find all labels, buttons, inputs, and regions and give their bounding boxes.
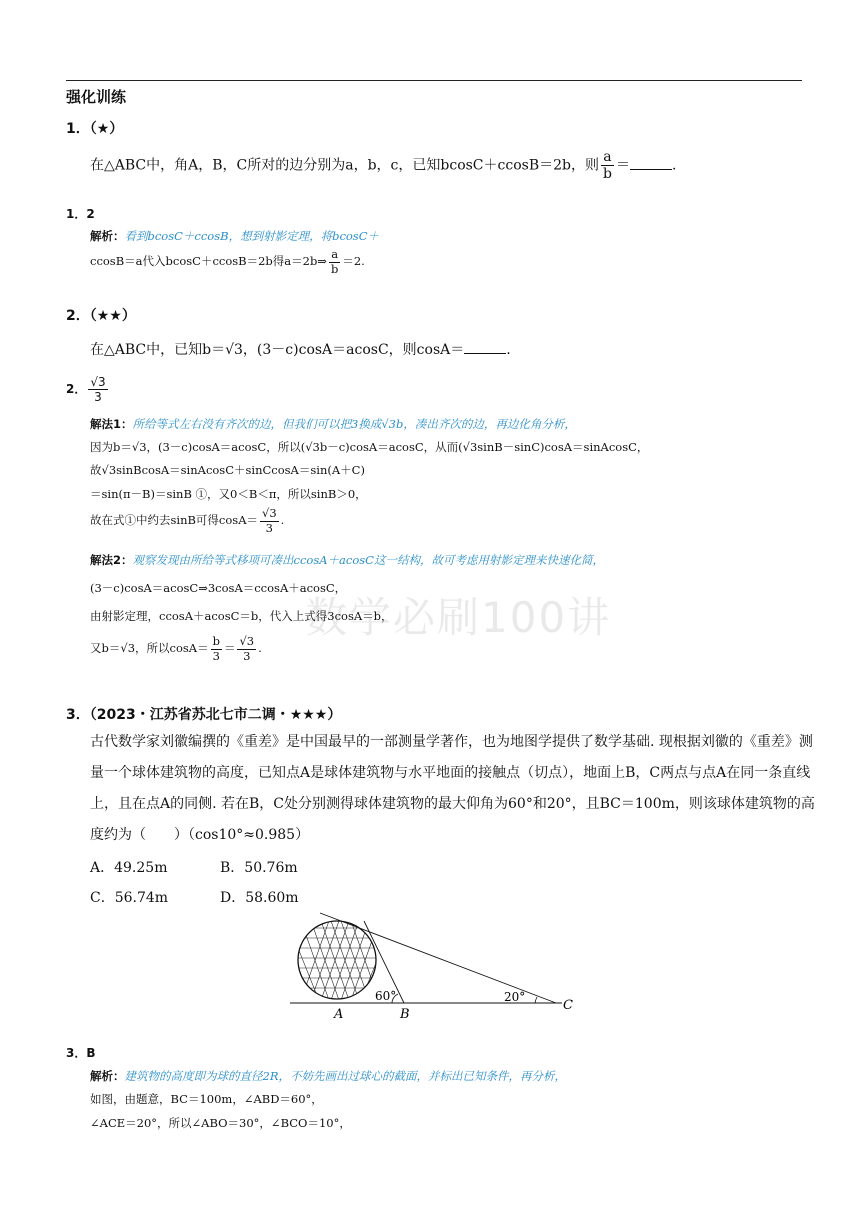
q2-stem-text: 在△ABC中，已知b＝√3，(3－c)cosA＝acosC，则cosA＝ [90,342,465,358]
q1-sol-frac-num: a [329,249,340,263]
q2-m1-l4-text: 故在式①中约去sinB可得cosA＝ [90,513,259,527]
point-a-label: A [334,1007,344,1022]
q2-answer-den: 3 [94,390,102,404]
q2-m2-l3-end: . [258,641,262,655]
q1-frac-den: b [602,166,612,182]
q2-answer-num: √3 [90,375,106,389]
q3-option-a: A．49.25m [90,860,168,876]
q2-m2-line1: (3－c)cosA＝acosC⇒3cosA＝ccosA＋acosC， [90,581,347,595]
q3-sol-line2: ∠ACE＝20°，所以∠ABO＝30°，∠BCO＝10°， [90,1116,351,1130]
point-c-label: C [563,998,573,1013]
q2-m1-line4 [90,508,284,534]
header-rule [66,80,802,81]
q1-stem-text: 在△ABC中，角A，B，C所对的边分别为a，b，c，已知bcosC＋ccosB＝2b，则 [90,157,599,174]
q2-header: 2．（★★） [66,308,136,324]
q1-sol-label: 解析： [90,229,125,243]
q1-frac-num: a [601,150,614,166]
q3-figure [280,908,590,1028]
q1-fraction [601,150,614,181]
q1-sol-note: 看到bcosC＋ccosB，想到射影定理，将bcosC＋ [124,229,380,243]
q2-blank [464,341,506,354]
q3-sol-label: 解析： [90,1069,125,1083]
q1-sol-frac-den: b [330,261,339,276]
q3-solution-header [90,1068,566,1084]
q1-sol-fraction [329,249,340,275]
q2-stem-end: . [506,342,511,358]
q2-m1-note: 所给等式左右没有齐次的边，但我们可以把3换成√3b，凑出齐次的边，再边化角分析， [132,417,576,431]
q1-answer: 1．2 [66,207,95,221]
q2-m1-line1: 因为b＝√3，(3－c)cosA＝acosC，所以(√3b－c)cosA＝acosC，从而(√3sinB－sinC)cosA＝sinAcosC， [90,440,649,454]
q1-stem-end: . [671,157,677,174]
q2-method2-header [90,552,604,568]
q2-m2-frac2-num: √3 [239,634,255,648]
q2-m1-line2: 故√3sinBcosA＝sinAcosC＋sinCcosA＝sin(A＋C) [90,463,365,477]
q2-m2-frac1-den: 3 [212,648,220,663]
point-b-label: B [400,1007,410,1022]
angle-b-label: 60° [375,989,397,1003]
q2-m2-frac1-num: b [212,634,220,648]
q1-blank [630,157,672,170]
q2-stem [90,339,511,359]
q3-sol-line1: 如图，由题意，BC＝100m，∠ABD＝60°， [90,1092,323,1106]
q2-m1-frac-num: √3 [262,506,277,520]
q2-m2-l3-text: 又b＝√3，所以cosA＝ [90,641,209,655]
q2-m2-label: 解法2： [90,553,133,567]
watermark: 数学必刷100讲 [305,593,612,642]
q2-m2-line2: 由射影定理，ccosA＋acosC＝b，代入上式得3cosA＝b， [90,609,393,623]
angle-c-arc [535,997,537,1003]
q1-solution-line2 [90,249,365,275]
q1-sol-end: ＝2. [342,254,365,268]
q2-m1-l4-end: . [280,513,285,527]
q2-m2-line3 [90,636,262,662]
q3-option-b: B．50.76m [220,860,298,876]
q3-option-d: D．58.60m [220,890,299,906]
angle-c-label: 20° [504,990,526,1004]
q2-m1-line3: ＝sin(π－B)＝sinB ①，又0＜B＜π，所以sinB＞0， [90,487,367,501]
q2-answer [66,376,110,403]
q2-m2-fraction2 [237,636,256,662]
section-title: 强化训练 [66,88,127,106]
q2-m2-note: 观察发现由所给等式移项可凑出ccosA＋acosC这一结构，故可考虑用射影定理来快速化简， [132,553,604,567]
q1-stem-eq: ＝ [615,157,630,174]
q3-sol-note: 建筑物的高度即为球的直径2R，不妨先画出过球心的截面，并标出已知条件，再分析， [124,1069,566,1083]
q3-answer: 3．B [66,1046,96,1060]
q2-m2-frac2-den: 3 [243,648,251,663]
q3-header: 3．（2023・江苏省苏北七市二调・★★★） [66,707,342,723]
q3-option-c: C．56.74m [90,890,169,906]
q1-solution-line1 [90,228,379,244]
q2-answer-prefix: 2． [66,382,87,396]
q2-answer-fraction [88,376,107,403]
q2-m1-fraction [260,508,279,534]
q3-stem: 古代数学家刘徽编撰的《重差》是中国最早的一部测量学著作，也为地图学提供了数学基础. 现根据刘徽的《重差》测量一个球体建筑物的高度，已知点A是球体建筑物与水平地面的接触点（切点），地面上B，C两点与点A在同一条直线上，且在点A的同侧. 若在B，C处分别测得球体建筑物的最大仰角为60°和20°，且BC＝100m，则该球体建筑物的高度约为（ ）（cos10°≈0.985） [90,734,815,843]
q1-sol-text: ccosB＝a代入bcosC＋ccosB＝2b得a＝2b⇒ [90,254,327,268]
q2-m2-eq: ＝ [223,641,236,655]
q2-m2-fraction1 [211,636,222,662]
q1-stem [90,150,676,181]
q2-method1-header [90,416,576,432]
q1-header: 1．（★） [66,121,124,137]
q2-m1-frac-den: 3 [265,520,273,535]
q2-m1-label: 解法1： [90,417,133,431]
